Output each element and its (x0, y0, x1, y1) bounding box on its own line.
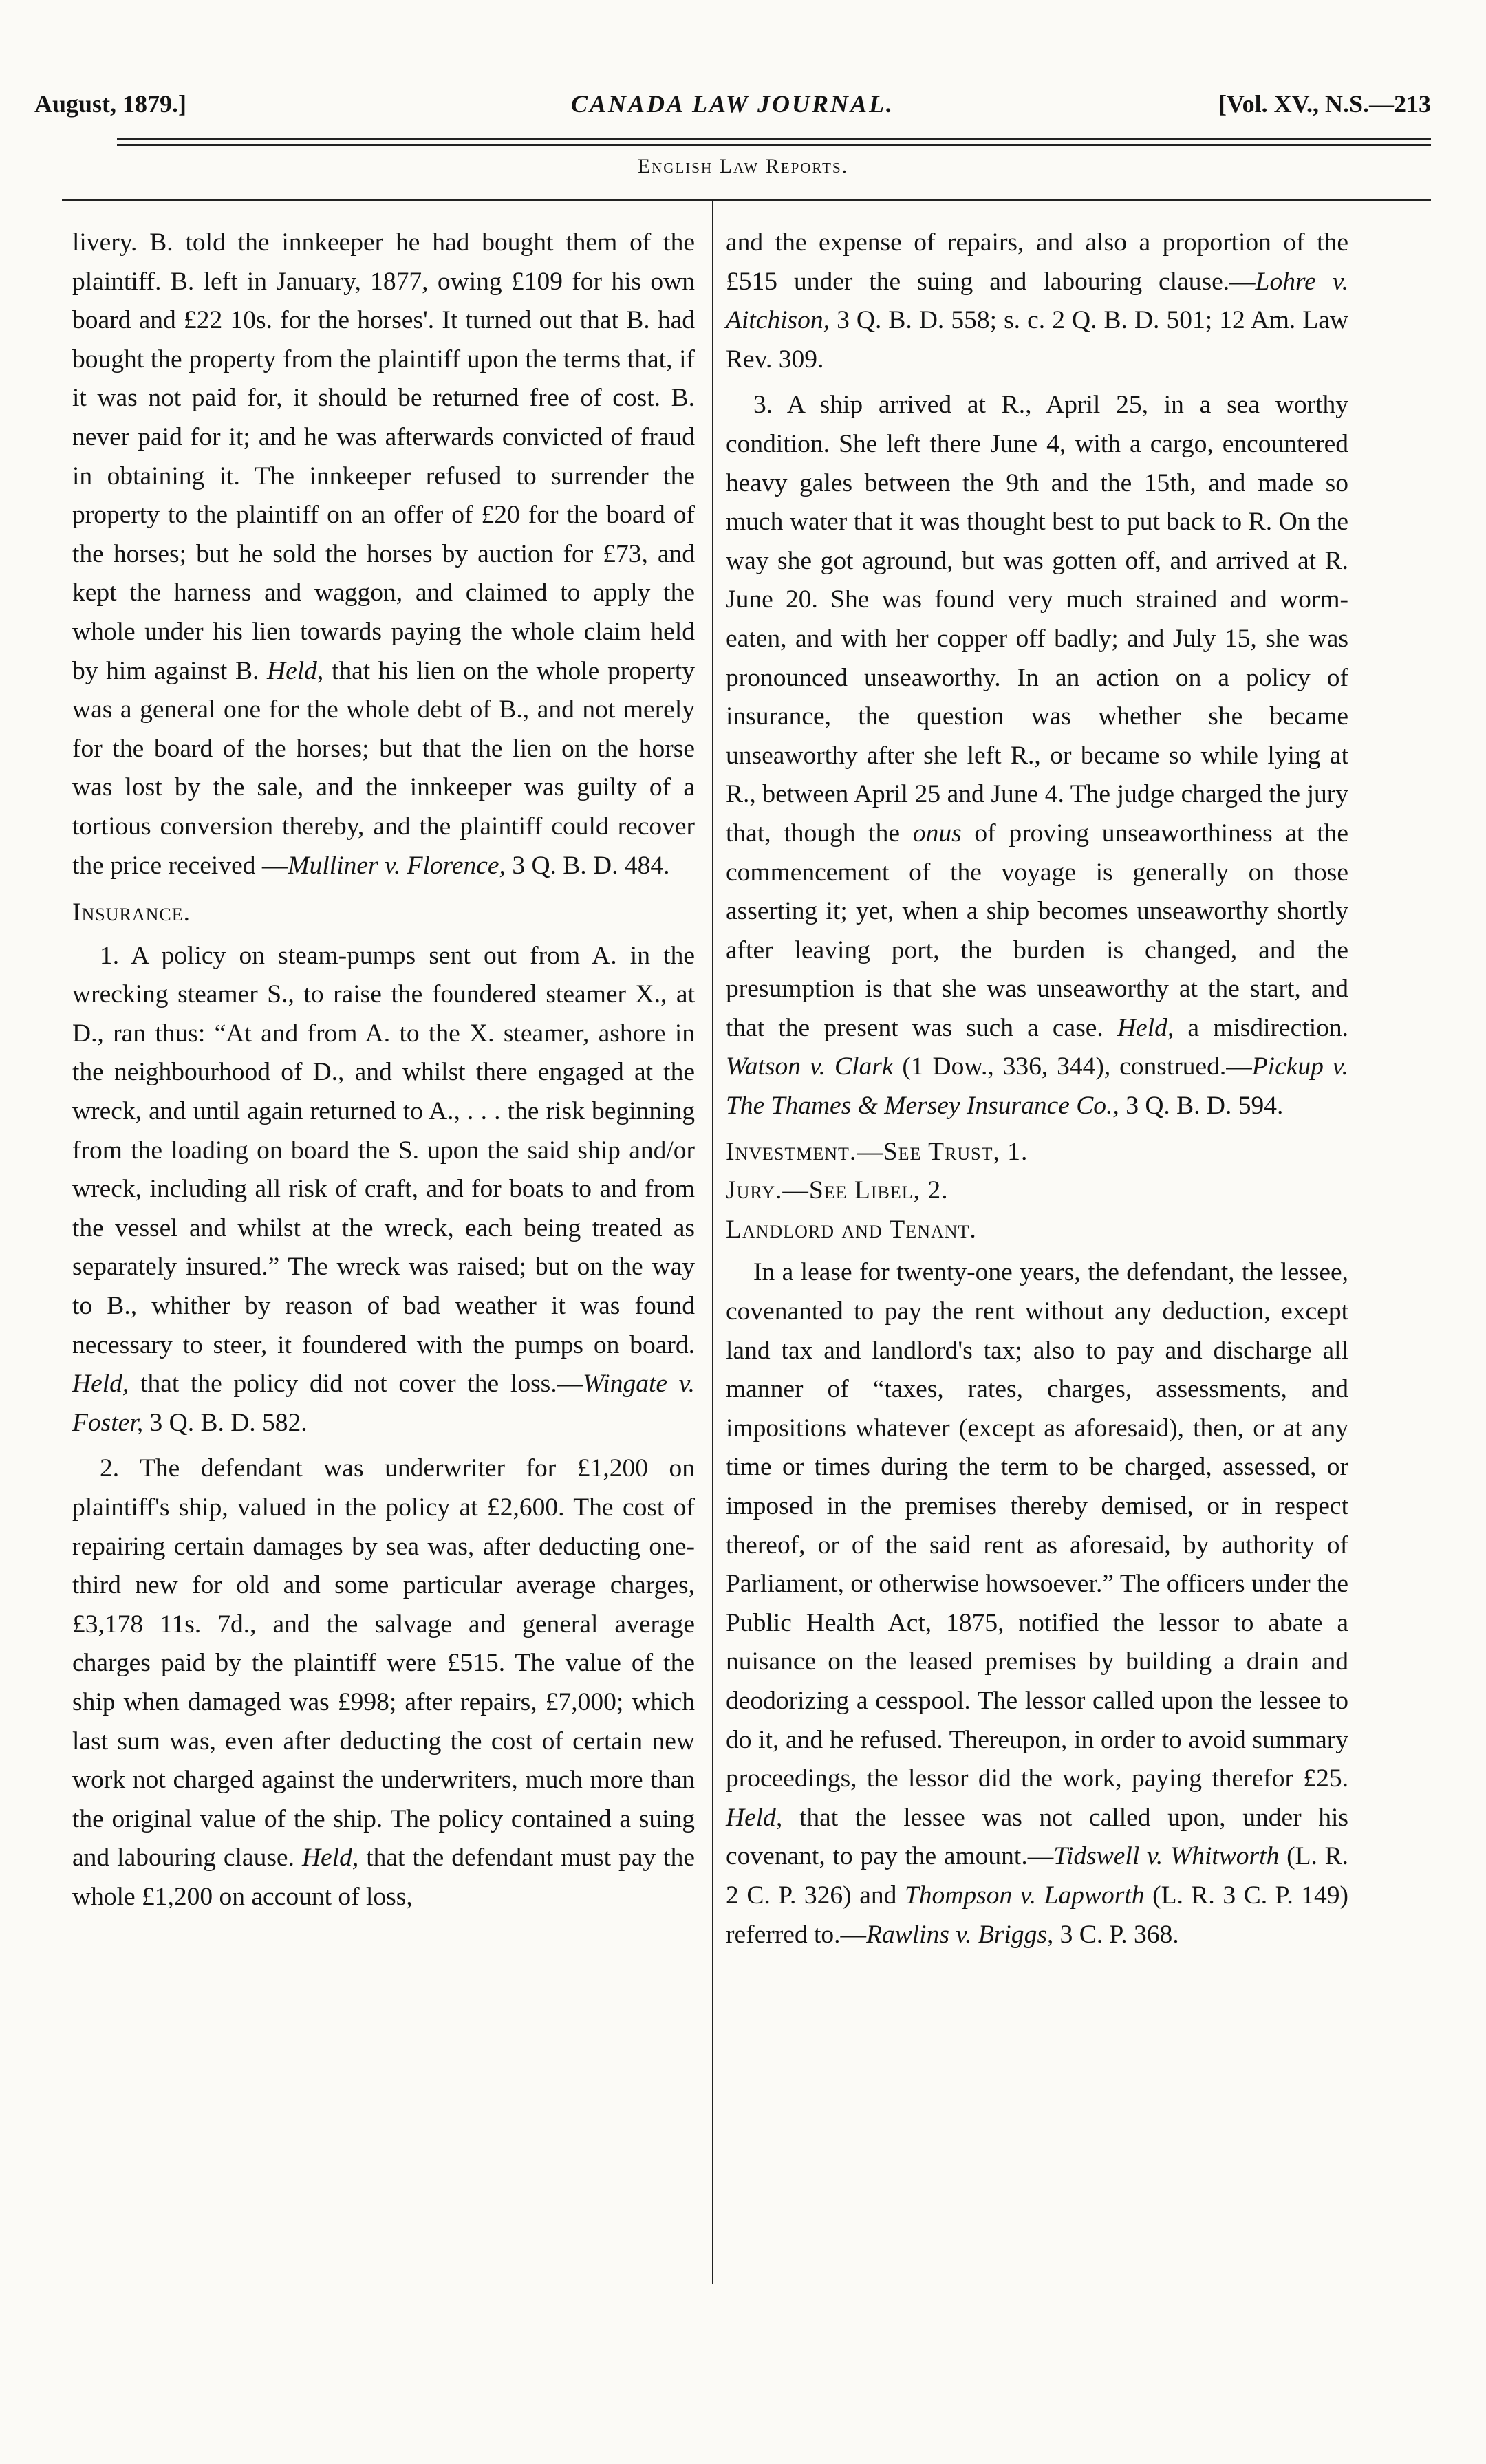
cross-reference-jury: Jury.—See Libel, 2. (726, 1176, 949, 1205)
case-name: Mulliner v. Florence, (288, 851, 506, 880)
case-name: Wingate v. Foster, (72, 1370, 696, 1437)
section-title: English Law Reports. (637, 155, 849, 177)
paragraph-mulliner: livery. B. told the innkeeper he had bought them of the plaintiff. B. left in January, 1877, owing £109 for his own board and £22 10s. for the horses'. It turned out that B. had bought the property from the plaintiff upon the terms that, if it was not paid for, it should be returned free of cost. B. never paid for it; and he was afterwards convicted of fraud in obtaining it. The innkeeper refused to surrender the property to the plaintiff on an offer of £20 for the board of the horses; but he sold the horses by auction for £73, and kept the harness and waggon, and claimed to apply the whole under his lien towards paying the whole claim held by him against B. Held, that his lien on the whole property was a general one for the whole debt of B., and not merely for the board of the horses; but that the lien on the horse was lost by the sale, and the innkeeper was guilty of a tortious conversion thereby, and the plaintiff could recover the price received —Mulliner v. Florence, 3 Q. B. D. 484. (72, 228, 695, 880)
header-rule-top (117, 138, 1431, 140)
case-name: Tidswell v. Whitworth (1053, 1842, 1280, 1871)
volume-page-number: [Vol. XV., N.S.—213 (1218, 90, 1431, 118)
heading-landlord-tenant: Landlord and Tenant. (726, 1215, 977, 1244)
case-name: Lohre v. Aitchison, (726, 267, 1348, 335)
column-divider (712, 199, 713, 2284)
cross-reference-investment: Investment.—See Trust, 1. (726, 1137, 1029, 1166)
paragraph-insurance-2: 2. The defendant was underwriter for £1,200 on plaintiff's ship, valued in the policy at £2,600. The cost of repairing certain damages by sea was, after deducting one-third new for old and some particular average charges, £3,178 11s. 7d., and the salvage and general average charges paid by the plaintiff were £515. The value of the ship when damaged was £998; after repairs, £7,000; which last sum was, even after deducting the cost of certain new work not charged against the underwriters, much more than the original value of the ship. The policy contained a suing and labouring clause. Held, that the defendant must pay the whole £1,200 on account of loss, (72, 1454, 695, 1911)
section-rule (62, 199, 1431, 201)
running-header (34, 83, 1431, 131)
case-name: Rawlins v. Briggs, (866, 1920, 1054, 1949)
case-name: Watson v. Clark (726, 1052, 894, 1081)
right-column (726, 224, 1348, 1954)
case-name: Thompson v. Lapworth (904, 1881, 1145, 1910)
heading-insurance: Insurance. (72, 898, 191, 927)
paragraph-insurance-3: 3. A ship arrived at R., April 25, in a sea worthy condition. She left there June 4, with a cargo, encountered heavy gales between the 9th and the 15th, and made so much water that it was thought best to put back to R. On the way she got aground, but was gotten off, and arrived at R. June 20. She was found very much strained and worm-eaten, and with her copper off badly; and July 15, she was pronounced unseaworthy. In an action on a policy of insurance, the question was whether she became unseaworthy after she left R., or became so while lying at R., between April 25 and June 4. The judge charged the jury that, though the onus of proving unseaworthiness at the commencement of the voyage is generally on those asserting it; yet, when a ship becomes unseaworthy shortly after leaving port, the burden is changed, and the presumption is that she was unseaworthy at the start, and that the present was such a case. Held, a misdirection. Watson v. Clark (1 Dow., 336, 344), construed.—Pickup v. The Thames & Mersey Insurance Co., 3 Q. B. D. 594. (726, 391, 1349, 1121)
header-rule-bottom (117, 144, 1431, 146)
paragraph-insurance-2-cont: and the expense of repairs, and also a proportion of the £515 under the suing and labouring clause.—Lohre v. Aitchison, 3 Q. B. D. 558; s. c. 2 Q. B. D. 501; 12 Am. Law Rev. 309. (726, 228, 1348, 374)
paragraph-insurance-1: 1. A policy on steam-pumps sent out from A. in the wrecking steamer S., to raise the foundered steamer X., at D., ran thus: “At and from A. to the X. steamer, ashore in the neighbourhood of D., and whilst there engaged at the wreck, and until again returned to A., . . . the risk beginning from the loading on board the S. upon the said ship and/or wreck, including all risk of craft, and for boats to and from the vessel and whilst at the wreck, each being treated as separately insured.” The wreck was raised; but on the way to B., whither by reason of bad weather it was found necessary to steer, it foundered with the pumps on board. Held, that the policy did not cover the loss.—Wingate v. Foster, 3 Q. B. D. 582. (72, 941, 696, 1437)
header-date: August, 1879.] (34, 90, 187, 118)
journal-title: CANADA LAW JOURNAL. (570, 90, 895, 118)
paragraph-landlord-tenant: In a lease for twenty-one years, the defendant, the lessee, covenanted to pay the rent without any deduction, except land tax and landlord's tax; also to pay and discharge all manner of “taxes, rates, charges, assessments, and impositions whatever (except as aforesaid), then, or at any time or times during the term to be charged, assessed, or imposed in the premises thereby demised, or in respect thereof, or of the said rent as aforesaid, by authority of Parliament, or otherwise howsoever.” The officers under the Public Health Act, 1875, notified the lessor to abate a nuisance on the leased premises by building a drain and deodorizing a cesspool. The lessor called upon the lessee to do it, and he refused. Thereupon, in order to avoid summary proceedings, the lessor did the work, paying therefor £25. Held, that the lessee was not called upon, under his covenant, to pay the amount.—Tidswell v. Whitworth (L. R. 2 C. P. 326) and Thompson v. Lapworth (L. R. 3 C. P. 149) referred to.—Rawlins v. Briggs, 3 C. P. 368. (726, 1258, 1349, 1949)
left-column (72, 224, 695, 1917)
case-name: Pickup v. The Thames & Mersey Insurance Co., (726, 1052, 1348, 1121)
